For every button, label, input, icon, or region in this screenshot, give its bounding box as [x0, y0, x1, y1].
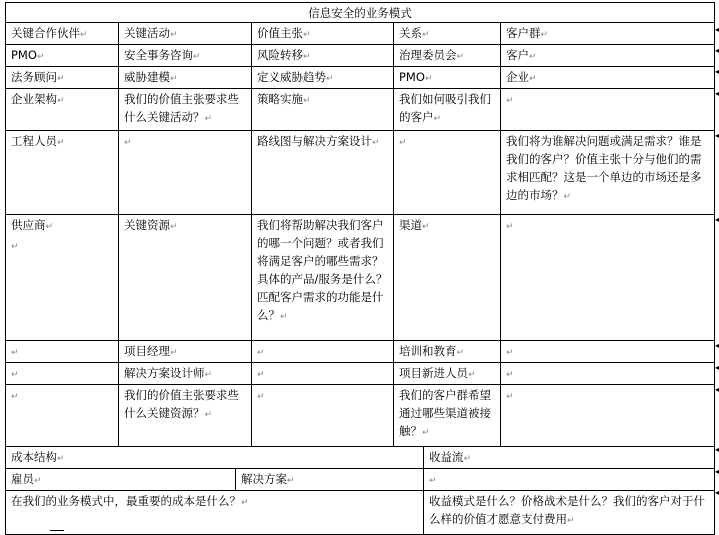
- header-customer-segments: 客户群↵: [501, 23, 715, 45]
- table-cell: PMO↵: [6, 45, 119, 67]
- table-cell: 我们的客户群希望通过哪些渠道被接触？↵: [394, 385, 501, 447]
- table-cell: 企业↵: [501, 67, 715, 89]
- row-end-marker: [715, 138, 719, 144]
- table-row: [6, 341, 715, 363]
- row-end-marker: [715, 495, 719, 501]
- table-cell: ↵: [501, 385, 715, 447]
- table-cell: 我们的价值主张要求些什么关键活动？↵: [119, 89, 252, 131]
- table-cell: 风险转移↵: [252, 45, 394, 67]
- row-end-marker: [715, 32, 719, 38]
- revenue-empty-cell: ↵: [424, 469, 715, 491]
- table-cell: ↵: [501, 341, 715, 363]
- table-cell: 关键资源↵: [119, 215, 252, 341]
- table-row: [6, 385, 715, 447]
- cost-structure-header: 成本结构↵: [6, 447, 424, 469]
- row-end-marker: [715, 96, 719, 102]
- table-cell: ↵: [119, 131, 252, 215]
- cost-item-employees: 雇员↵: [6, 469, 236, 491]
- row-end-marker: [715, 348, 719, 354]
- table-cell: ↵: [501, 89, 715, 131]
- business-model-canvas-table: [5, 2, 715, 447]
- table-cell: 法务顾问↵: [6, 67, 119, 89]
- cost-question: 在我们的业务模式中，最重要的成本是什么？↵: [6, 491, 424, 535]
- table-cell: 项目经理↵: [119, 341, 252, 363]
- table-row: [6, 215, 715, 341]
- table-cell: 策略实施↵: [252, 89, 394, 131]
- row-end-marker: [715, 452, 719, 458]
- header-row: [6, 23, 715, 45]
- table-cell: 路线图与解决方案设计↵: [252, 131, 394, 215]
- table-row: [6, 67, 715, 89]
- table-cell: ↵: [252, 363, 394, 385]
- table-cell: ↵: [252, 385, 394, 447]
- table-cell: 培训和教育↵: [394, 341, 501, 363]
- table-row: [6, 131, 715, 215]
- cost-revenue-table: [5, 446, 715, 535]
- business-model-document: [5, 2, 714, 535]
- table-cell: 治理委员会↵: [394, 45, 501, 67]
- table-cell: 供应商↵ ↵: [6, 215, 119, 341]
- table-cell: ↵: [6, 385, 119, 447]
- header-key-activities: 关键活动↵: [119, 23, 252, 45]
- header-relationships: 关系↵: [394, 23, 501, 45]
- table-cell: PMO↵: [394, 67, 501, 89]
- table-cell: 解决方案设计师↵: [119, 363, 252, 385]
- table-title: 信息安全的业务模式: [6, 3, 715, 23]
- table-cell: ↵: [252, 341, 394, 363]
- row-end-marker: [715, 474, 719, 480]
- footer-rule: [50, 530, 64, 531]
- row-end-marker: [715, 370, 719, 376]
- header-key-partners: 关键合作伙伴↵: [6, 23, 119, 45]
- cost-item-solutions: 解决方案↵: [236, 469, 424, 491]
- header-value-proposition: 价值主张↵: [252, 23, 394, 45]
- revenue-question: 收益模式是什么？价格战术是什么？我们的客户对于什么样的价值才愿意支付费用↵: [424, 491, 715, 535]
- table-cell: 渠道↵: [394, 215, 501, 341]
- table-cell: 我们将为谁解决问题或满足需求？谁是我们的客户？价值主张十分与他们的需求相匹配？这是一个单边的市场还是多边的市场？↵: [501, 131, 715, 215]
- revenue-streams-header: 收益流↵: [424, 447, 715, 469]
- row-end-marker: [715, 222, 719, 228]
- table-row: [6, 45, 715, 67]
- table-cell: 我们将帮助解决我们客户的哪一个问题？或者我们将满足客户的哪些需求？具体的产品/服务是什么？匹配客户需求的功能是什么？↵: [252, 215, 394, 341]
- table-cell: 我们的价值主张要求些什么关键资源？↵: [119, 385, 252, 447]
- row-end-marker: [715, 74, 719, 80]
- table-row: [6, 363, 715, 385]
- table-cell: ↵: [501, 363, 715, 385]
- table-cell: 定义威胁趋势↵: [252, 67, 394, 89]
- table-cell: 项目新进人员↵: [394, 363, 501, 385]
- row-end-marker: [715, 392, 719, 398]
- table-cell: 安全事务咨询↵: [119, 45, 252, 67]
- table-cell: 客户↵: [501, 45, 715, 67]
- table-cell: 威胁建模↵: [119, 67, 252, 89]
- table-cell: 我们如何吸引我们的客户↵: [394, 89, 501, 131]
- table-cell: ↵: [6, 363, 119, 385]
- row-end-marker: [715, 53, 719, 59]
- table-row: [6, 89, 715, 131]
- table-cell: 企业架构↵: [6, 89, 119, 131]
- table-cell: 工程人员↵: [6, 131, 119, 215]
- table-cell: ↵: [6, 341, 119, 363]
- table-cell: ↵: [394, 131, 501, 215]
- table-cell: ↵: [501, 215, 715, 341]
